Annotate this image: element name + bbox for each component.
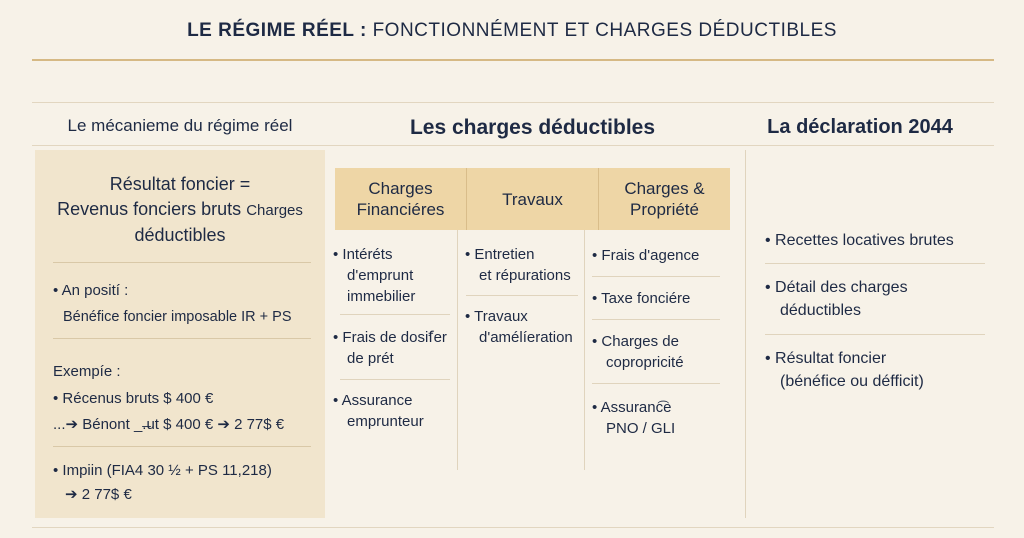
declaration-item-charges: • Détail des charges déductibles [765,276,985,322]
charge-item-frais-dossier: • Frais de dosiẝer de prét [333,327,447,369]
charge-item-assurance-emprunteur: • Assurance emprunteur [333,390,424,432]
column-divider [745,150,746,518]
table-column-divider [584,230,585,470]
divider [765,263,985,264]
divider [765,334,985,335]
divider [592,383,720,384]
example-line-1: • Récenus bruts $ 400 € [53,388,213,410]
title-divider [32,59,994,61]
title-bold: LE RÉGIME RÉEL : [187,20,367,41]
charge-item-copropriete: • Charges de copropricité [592,331,684,373]
declaration-item-resultat: • Résultat foncier (bénéfice ou défficit) [765,347,985,393]
charge-item-frais-agence: • Frais d'agence [592,245,699,266]
header-top-divider [32,102,994,103]
divider [53,446,311,447]
formula-revenus: Revenus fonciers bruts [57,199,242,219]
charge-item-entretien: • Entretien et répurations [465,244,571,286]
charges-table-header [335,168,730,230]
divider [592,319,720,320]
impact-line-2: ➔ 2 77$ € [65,486,132,503]
declaration-item-recettes: • Recettes locatives brutes [765,229,985,252]
divider [340,379,450,380]
column-heading-declaration: La déclaration 2044 [767,116,953,138]
header-propriete: Charges & Propriété [624,179,705,219]
title-rest: FONCTIONNÉMENT ET CHARGES DÉDUCTIBLES [372,20,837,41]
charge-item-interets: • Intéréts d'emprunt immebilier [333,244,415,307]
header-travaux: Travaux [467,168,599,230]
header-bottom-divider [32,145,994,146]
charge-item-travaux-amelioration: • Travaux d'amélíeration [465,306,573,348]
column-heading-charges: Les charges déductibles [409,116,656,139]
formula-line-1: Résultat foncier = [109,174,251,194]
formula-line-2 [35,197,325,223]
impact-line-1: • Impiin (FIA4 30 ½ + PS 11,218) [53,460,272,482]
page-title [0,20,1024,42]
charge-item-taxe-fonciere: • Taxe fonciére [592,288,690,309]
mechanism-panel [35,150,325,518]
positive-label: • An posití : [53,280,128,302]
formula-line-3: déductibles [134,225,226,245]
charge-item-assurance-pno: • Assuranc͡e PNO / GLI [592,397,675,439]
example-label: Exempíe : [53,363,121,380]
example-line-2: ...➔ Bénont _.̶ut $ 400 € ➔ 2 77$ € [53,416,285,433]
divider [466,295,578,296]
formula-charges: Charges [246,202,303,219]
divider [53,338,311,339]
column-heading-mechanism: Le mécanieme du régime réel [67,116,293,135]
divider [53,262,311,263]
header-financieres: Charges Financiéres [335,168,467,230]
divider [340,314,450,315]
divider [592,276,720,277]
table-column-divider [457,230,458,470]
formula [35,172,325,248]
positive-text: Bénéfice foncier imposable IR + PS [63,309,292,325]
footer-divider [32,527,994,528]
